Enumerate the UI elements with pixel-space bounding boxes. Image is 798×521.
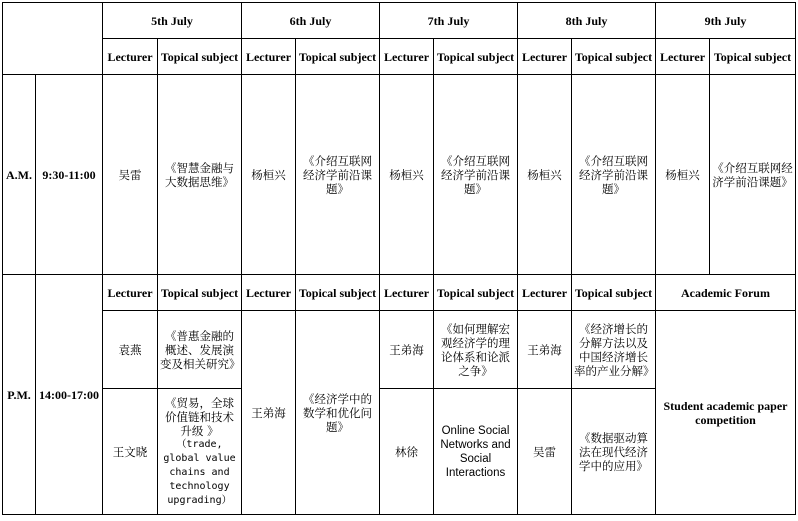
lecturer-cell: 杨桓兴 (518, 75, 572, 275)
am-time: 9:30-11:00 (36, 75, 103, 275)
topic-cell: 《普惠金融的概述、发展演变及相关研究》 (158, 311, 242, 389)
topic-cell (158, 389, 242, 515)
lecturer-cell: 王文晓 (103, 389, 158, 515)
day-header-row (3, 3, 796, 39)
topic-cell: 《如何理解宏观经济学的理论体系和论派之争》 (434, 311, 518, 389)
lecturer-col-header: Lecturer (380, 275, 434, 311)
lecturer-col-header: Lecturer (103, 39, 158, 75)
lecturer-col-header: Lecturer (656, 39, 710, 75)
topic-col-header: Topical subject (158, 39, 242, 75)
pm-session-row-1 (3, 311, 796, 389)
lecturer-cell: 杨桓兴 (380, 75, 434, 275)
topic-col-header: Topical subject (434, 39, 518, 75)
lecturer-col-header: Lecturer (242, 275, 296, 311)
lecturer-col-header: Lecturer (242, 39, 296, 75)
topic-text-cn: 《贸易，全球价值链和技术升级 》 (165, 395, 234, 438)
topic-cell: 《智慧金融与大数据思维》 (158, 75, 242, 275)
schedule-table (2, 2, 796, 515)
lecturer-cell: 吴雷 (518, 389, 572, 515)
corner-cell (3, 3, 103, 75)
topic-cell: 《介绍互联网经济学前沿课题》 (710, 75, 796, 275)
day-header: 5th July (103, 3, 242, 39)
topic-cell: 《介绍互联网经济学前沿课题》 (296, 75, 380, 275)
am-label: A.M. (3, 75, 36, 275)
lecturer-cell: 王弟海 (518, 311, 572, 389)
topic-col-header: Topical subject (572, 39, 656, 75)
day-header: 6th July (242, 3, 380, 39)
lecturer-cell: 王弟海 (242, 311, 296, 515)
pm-col-label-row (3, 275, 796, 311)
topic-col-header: Topical subject (296, 275, 380, 311)
topic-cell: 《介绍互联网经济学前沿课题》 (434, 75, 518, 275)
lecturer-cell: 杨桓兴 (656, 75, 710, 275)
lecturer-cell: 林徐 (380, 389, 434, 515)
forum-body: Student academic paper competition (656, 311, 796, 515)
topic-col-header: Topical subject (710, 39, 796, 75)
lecturer-cell: 王弟海 (380, 311, 434, 389)
forum-title: Academic Forum (656, 275, 796, 311)
lecturer-col-header: Lecturer (518, 275, 572, 311)
pm-time: 14:00-17:00 (36, 275, 103, 515)
lecturer-col-header: Lecturer (103, 275, 158, 311)
day-header: 8th July (518, 3, 656, 39)
pm-label: P.M. (3, 275, 36, 515)
am-session-row (3, 75, 796, 275)
topic-col-header: Topical subject (434, 275, 518, 311)
lecturer-cell: 吴雷 (103, 75, 158, 275)
lecturer-cell: 袁燕 (103, 311, 158, 389)
topic-cell: 《经济增长的分解方法以及中国经济增长率的产业分解》 (572, 311, 656, 389)
day-header: 9th July (656, 3, 796, 39)
lecturer-cell: 杨桓兴 (242, 75, 296, 275)
topic-col-header: Topical subject (572, 275, 656, 311)
topic-cell: 《介绍互联网经济学前沿课题》 (572, 75, 656, 275)
topic-cell: 《数据驱动算法在现代经济学中的应用》 (572, 389, 656, 515)
topic-col-header: Topical subject (296, 39, 380, 75)
topic-col-header: Topical subject (158, 275, 242, 311)
lecturer-col-header: Lecturer (380, 39, 434, 75)
topic-cell: Online Social Networks and Social Interactions (434, 389, 518, 515)
day-header: 7th July (380, 3, 518, 39)
topic-text-en: （trade, global value chains and technology upgrading） (163, 438, 236, 506)
lecturer-col-header: Lecturer (518, 39, 572, 75)
topic-cell: 《经济学中的数学和优化问题》 (296, 311, 380, 515)
am-col-label-row (3, 39, 796, 75)
